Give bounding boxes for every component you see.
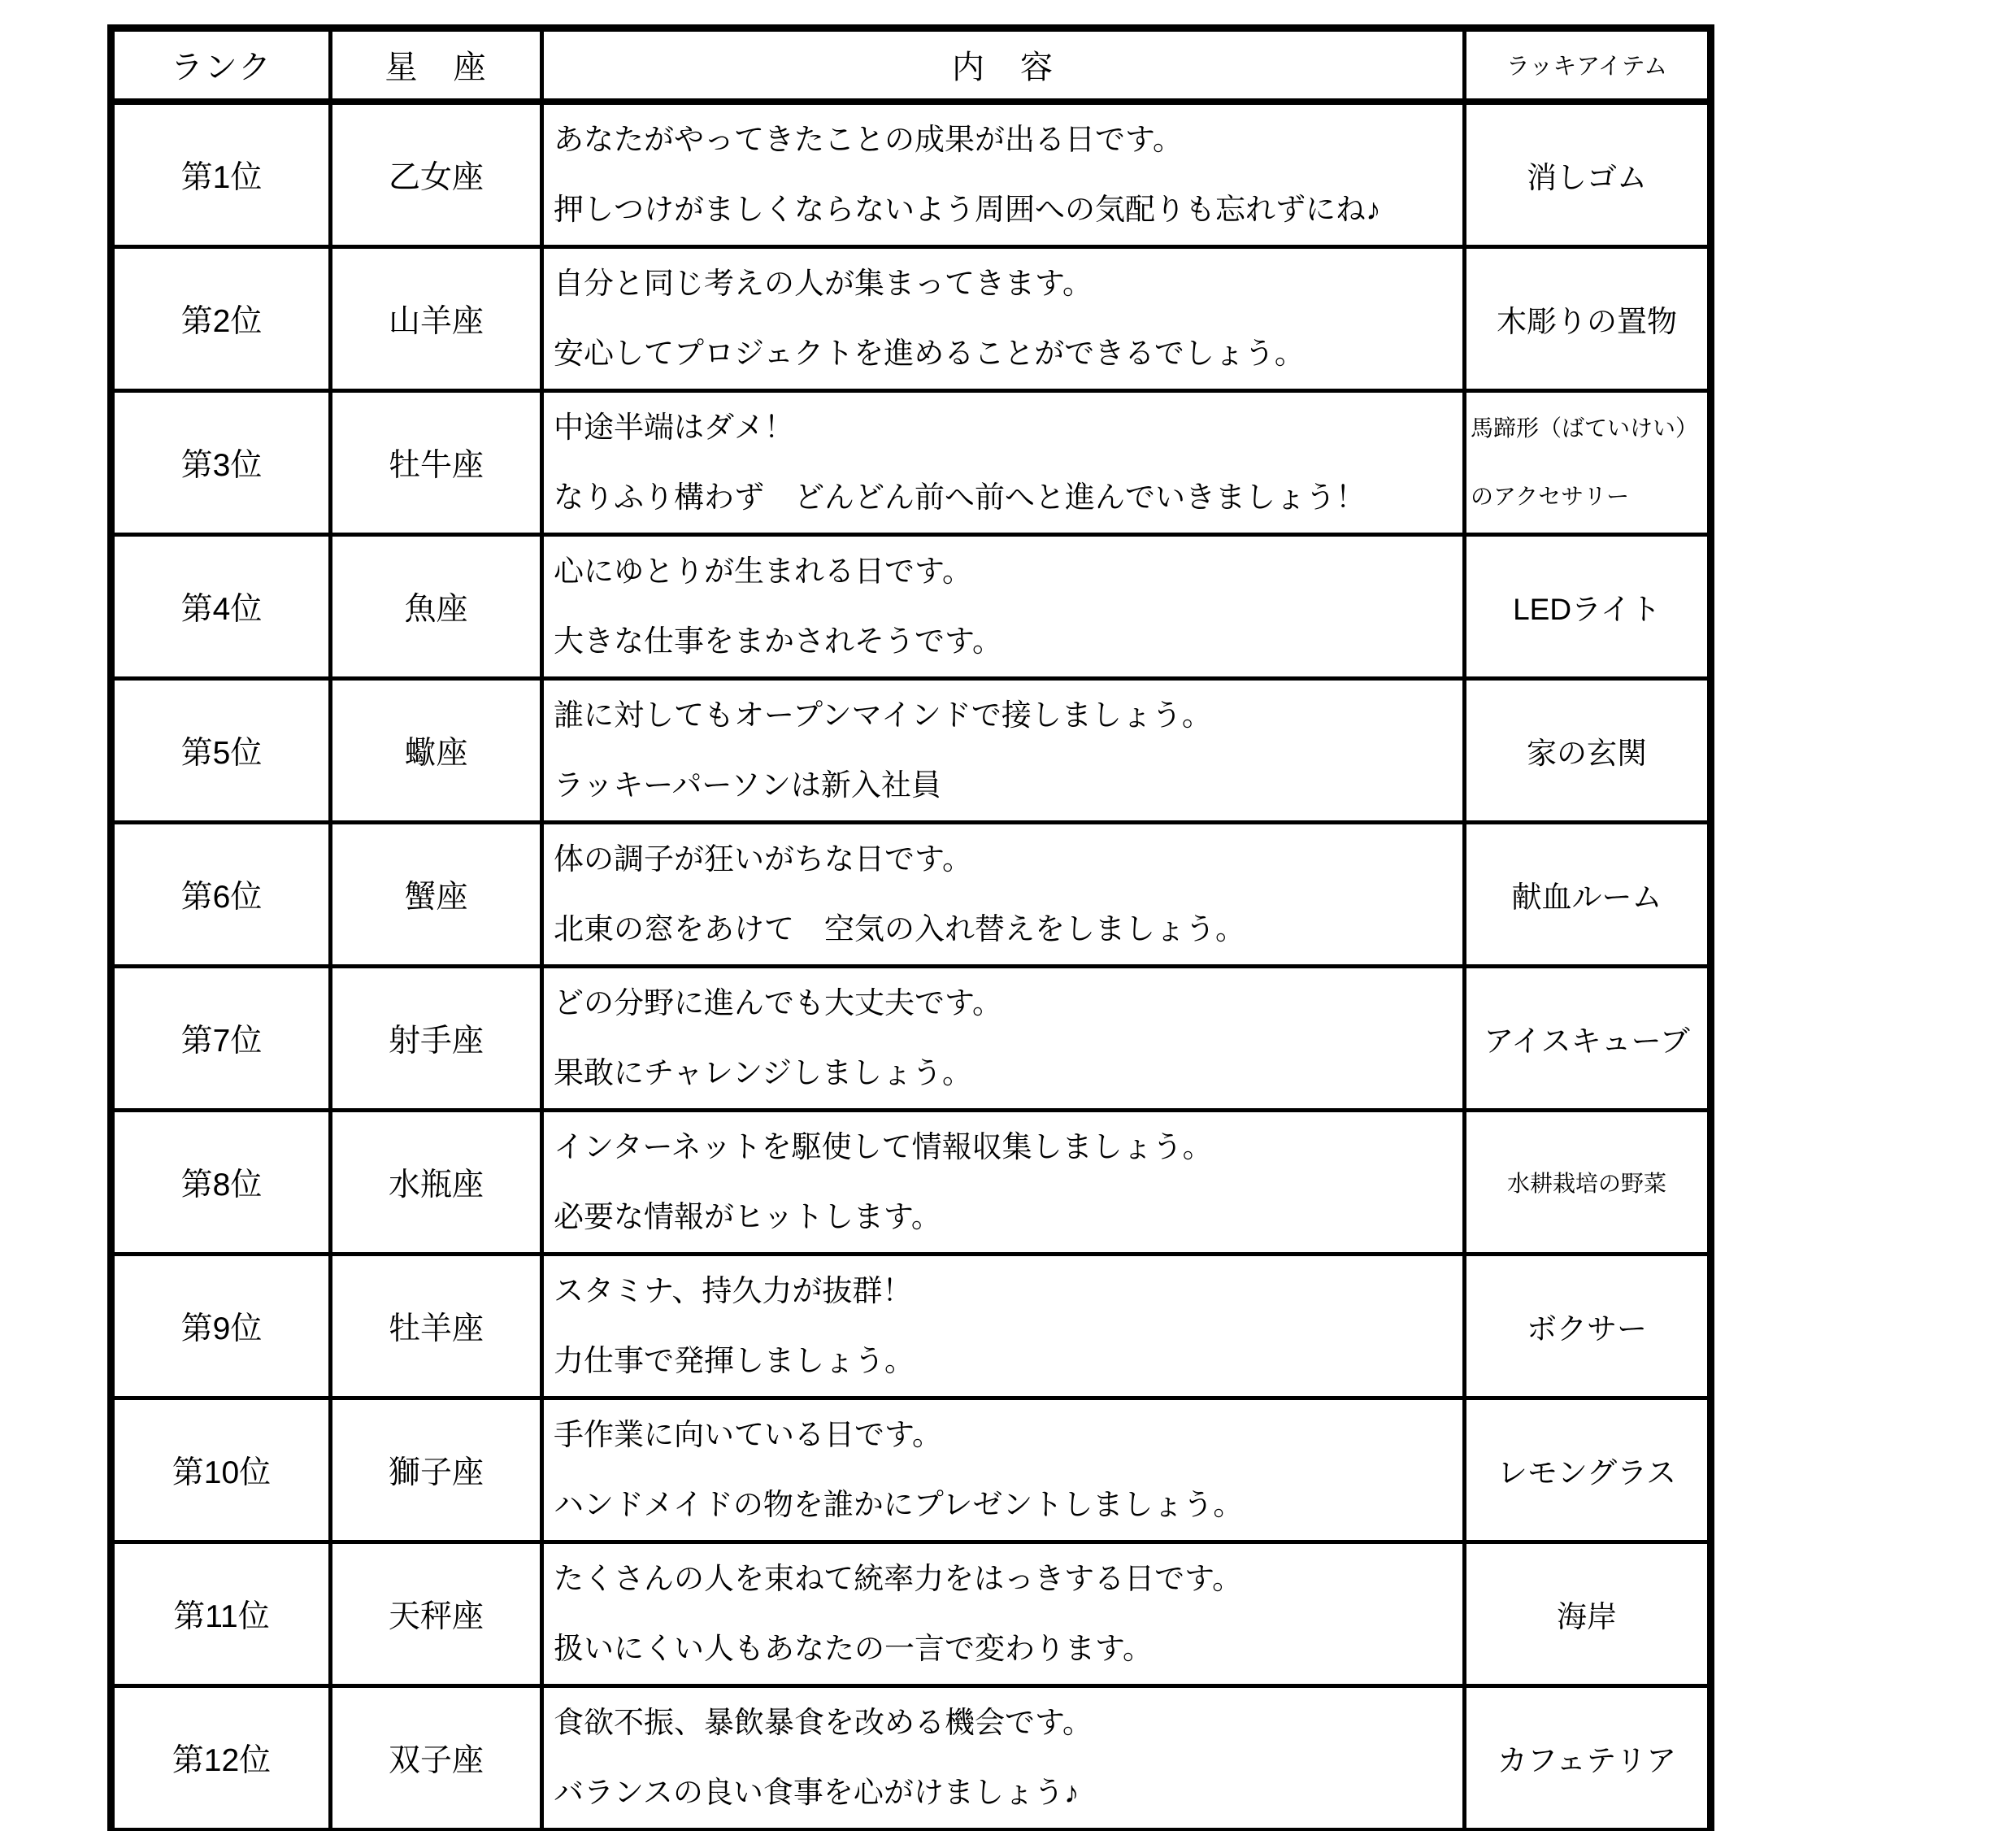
content-line-1: どの分野に進んでも大丈夫です。 — [554, 985, 1003, 1020]
content-line-2: ハンドメイドの物を誰かにプレゼントしましょう。 — [554, 1487, 1244, 1521]
content-line-2: ラッキーパーソンは新入社員 — [554, 768, 941, 802]
rank-cell: 第10位 — [111, 1398, 331, 1542]
table-row — [111, 1542, 1711, 1685]
content-line-2: 力仕事で発揮しましょう。 — [554, 1343, 915, 1377]
content-line-1: 心にゆとりが生まれる日です。 — [554, 554, 973, 588]
sign-cell: 乙女座 — [331, 102, 542, 247]
table-row — [111, 822, 1711, 966]
content-line-1: 自分と同じ考えの人が集まってきます。 — [554, 266, 1093, 300]
content-line-2: なりふり構わず どんどん前へ前へと進んでいきましょう！ — [554, 480, 1366, 514]
table-row — [111, 966, 1711, 1110]
sign-cell: 牡牛座 — [331, 390, 542, 534]
header-rank: ランク — [111, 28, 331, 102]
table-row — [111, 1685, 1711, 1831]
content-line-2: 押しつけがましくならないよう周囲への気配りも忘れずにね♪ — [554, 192, 1381, 226]
header-sign: 星 座 — [331, 28, 542, 102]
header-row — [111, 28, 1711, 102]
header-content: 内 容 — [542, 28, 1465, 102]
sign-cell: 牡羊座 — [331, 1254, 542, 1398]
content-line-1: 体の調子が狂いがちな日です。 — [554, 842, 973, 876]
content-line-1: 手作業に向いている日です。 — [554, 1417, 943, 1451]
content-line-1: スタミナ、持久力が抜群！ — [554, 1273, 913, 1307]
lucky-item-line-1: 馬蹄形（ばていけい） — [1471, 415, 1699, 441]
sign-cell: 蠍座 — [331, 678, 542, 822]
content-line-1: たくさんの人を束ねて統率力をはっきする日です。 — [554, 1561, 1243, 1595]
content-cell — [542, 246, 1465, 390]
lucky-item-cell — [1465, 390, 1711, 534]
sign-cell: 天秤座 — [331, 1542, 542, 1685]
lucky-item-cell: 木彫りの置物 — [1465, 246, 1711, 390]
content-line-2: バランスの良い食事を心がけましょう♪ — [554, 1775, 1080, 1809]
content-line-1: インターネットを駆使して情報収集しましょう。 — [554, 1129, 1213, 1163]
content-cell — [542, 1110, 1465, 1254]
rank-cell: 第5位 — [111, 678, 331, 822]
content-line-1: あなたがやってきたことの成果が出る日です。 — [554, 122, 1184, 156]
table-row — [111, 1398, 1711, 1542]
table-row — [111, 1254, 1711, 1398]
table-row — [111, 390, 1711, 534]
lucky-item-cell: レモングラス — [1465, 1398, 1711, 1542]
sign-cell: 射手座 — [331, 966, 542, 1110]
lucky-item-cell: 家の玄関 — [1465, 678, 1711, 822]
content-cell — [542, 1685, 1465, 1831]
table-row — [111, 1110, 1711, 1254]
lucky-item-line-2: のアクセサリー — [1471, 483, 1630, 509]
content-line-2: 果敢にチャレンジしましょう。 — [554, 1055, 973, 1089]
rank-cell: 第9位 — [111, 1254, 331, 1398]
table-row — [111, 246, 1711, 390]
content-cell — [542, 1254, 1465, 1398]
rank-cell: 第3位 — [111, 390, 331, 534]
content-line-1: 誰に対してもオープンマインドで接しましょう。 — [554, 698, 1212, 732]
sign-cell: 獅子座 — [331, 1398, 542, 1542]
lucky-item-cell: アイスキューブ — [1465, 966, 1711, 1110]
content-cell — [542, 822, 1465, 966]
lucky-item-cell: ボクサー — [1465, 1254, 1711, 1398]
rank-cell: 第8位 — [111, 1110, 331, 1254]
content-cell — [542, 678, 1465, 822]
lucky-item-cell: LEDライト — [1465, 534, 1711, 678]
header-lucky-item: ラッキアイテム — [1465, 28, 1711, 102]
lucky-item-cell: 献血ルーム — [1465, 822, 1711, 966]
content-line-2: 安心してプロジェクトを進めることができるでしょう。 — [554, 336, 1305, 370]
content-cell — [542, 1398, 1465, 1542]
table-row — [111, 678, 1711, 822]
table-row — [111, 534, 1711, 678]
lucky-item-cell: カフェテリア — [1465, 1685, 1711, 1831]
rank-cell: 第2位 — [111, 246, 331, 390]
content-cell — [542, 1542, 1465, 1685]
lucky-item-cell: 水耕栽培の野菜 — [1465, 1110, 1711, 1254]
content-cell — [542, 534, 1465, 678]
sign-cell: 双子座 — [331, 1685, 542, 1831]
rank-cell: 第7位 — [111, 966, 331, 1110]
content-line-2: 必要な情報がヒットします。 — [554, 1199, 941, 1233]
rank-cell: 第1位 — [111, 102, 331, 247]
rank-cell: 第4位 — [111, 534, 331, 678]
lucky-item-cell: 海岸 — [1465, 1542, 1711, 1685]
table-row — [111, 102, 1711, 247]
content-line-1: 食欲不振、暴飲暴食を改める機会です。 — [554, 1705, 1093, 1739]
sign-cell: 魚座 — [331, 534, 542, 678]
sign-cell: 蟹座 — [331, 822, 542, 966]
rank-cell: 第11位 — [111, 1542, 331, 1685]
content-cell — [542, 966, 1465, 1110]
lucky-item-cell: 消しゴム — [1465, 102, 1711, 247]
content-line-2: 大きな仕事をまかされそうです。 — [554, 624, 1003, 658]
sign-cell: 山羊座 — [331, 246, 542, 390]
sign-cell: 水瓶座 — [331, 1110, 542, 1254]
content-line-2: 北東の窓をあけて 空気の入れ替えをしましょう。 — [554, 911, 1245, 946]
content-line-1: 中途半端はダメ！ — [554, 410, 794, 444]
horoscope-ranking-table — [107, 24, 1714, 1831]
content-cell — [542, 390, 1465, 534]
content-cell — [542, 102, 1465, 247]
content-line-2: 扱いにくい人もあなたの一言で変わります。 — [554, 1631, 1154, 1665]
rank-cell: 第6位 — [111, 822, 331, 966]
rank-cell: 第12位 — [111, 1685, 331, 1831]
